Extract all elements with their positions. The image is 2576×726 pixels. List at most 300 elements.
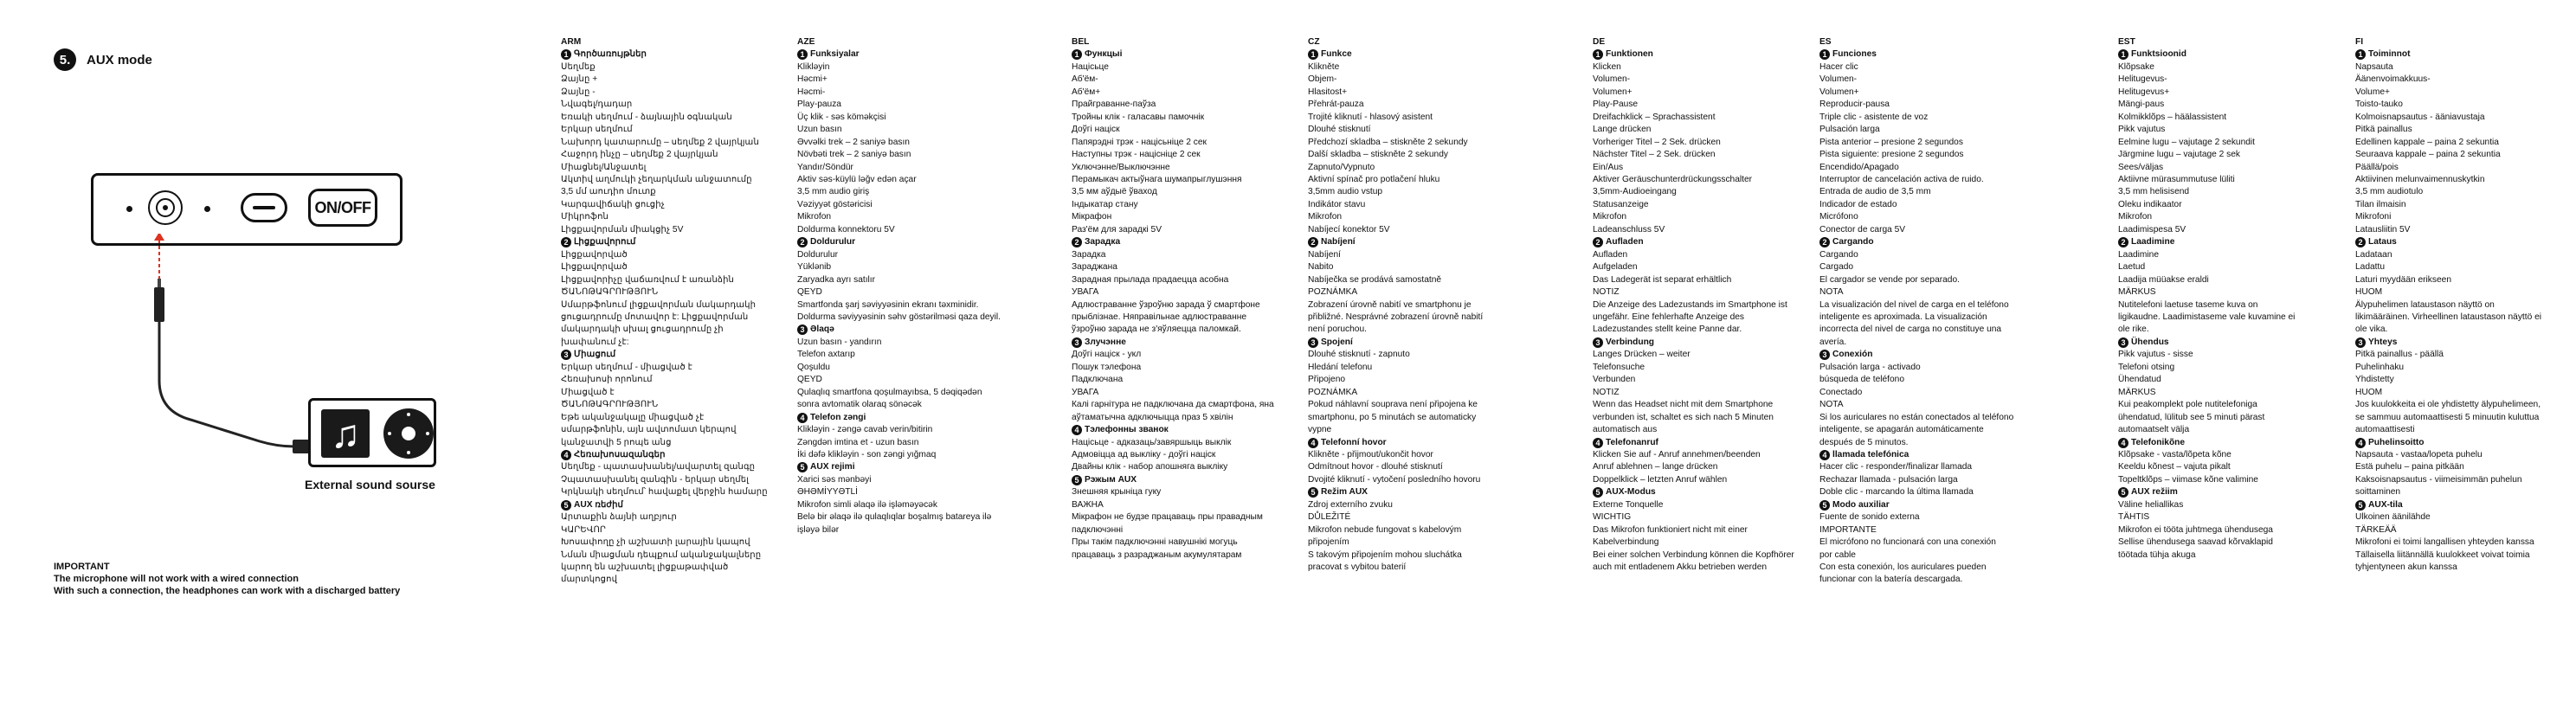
instruction-line: pracovat s vybitou baterií [1308, 562, 1407, 573]
instruction-line: Зарадка [1072, 249, 1106, 260]
subsection-heading [561, 236, 768, 248]
subsection-heading [1819, 499, 2013, 511]
instruction-line: Dvojité kliknutí - vytočení posledního hovoru [1308, 474, 1481, 485]
instruction-line: Doppelklick – letzten Anruf wählen [1593, 474, 1728, 485]
instruction-line: ole rike. [2118, 324, 2149, 335]
instruction-line: 3,5 mm audio giriş [797, 187, 870, 197]
instruction-line: QEYD [797, 287, 822, 298]
subsection-heading [1308, 486, 1483, 498]
step-number-icon: 5 [1072, 475, 1082, 485]
subsection-heading [2118, 236, 2295, 248]
instruction-line: Zobrazení úrovně nabití ve smartphonu je [1308, 299, 1472, 310]
subsection-title: Modo auxiliar [1832, 499, 1890, 510]
instruction-line: Тройны клік - галасавы памочнік [1072, 112, 1205, 122]
instruction-line: Keeldu kõnest – vajuta pikalt [2118, 462, 2231, 472]
section-number: 5. [54, 48, 76, 71]
instruction-line: Ühendatud [2118, 375, 2161, 385]
instruction-line: Volumen+ [1593, 87, 1633, 97]
step-number-icon: 2 [797, 237, 808, 247]
column-aze [797, 36, 1001, 536]
instruction-line: Аб'ём+ [1072, 87, 1101, 97]
instruction-line: Mikrofon nebude fungovat s kabelovým [1308, 524, 1462, 535]
instruction-line: սմարթֆոնին, այն ավտոմատ կերպով [561, 425, 737, 435]
instruction-line: Зараджана [1072, 262, 1117, 273]
instruction-line: Аб'ём- [1072, 74, 1098, 85]
instruction-line: Aufladen [1593, 249, 1628, 260]
step-number-icon: 5 [1819, 500, 1830, 511]
instruction-line: HUOM [2355, 387, 2383, 397]
instruction-line: մակարդակի սխալ ցուցադրումը չի [561, 324, 724, 335]
instruction-line: Päällä/pois [2355, 162, 2399, 172]
instruction-line: Націсьце - адказаць/завяршыць выклік [1072, 437, 1232, 447]
instruction-line: por cable [1819, 549, 1856, 560]
instruction-line: Kabelverbindung [1593, 537, 1659, 548]
subsection-heading [561, 48, 768, 61]
instruction-line: Qulaqlıq smartfona qoşulmayıbsa, 5 dəqiqədən [797, 387, 982, 397]
column-arm [561, 36, 768, 587]
subsection-heading [797, 236, 1001, 248]
subsection-heading [2355, 499, 2541, 511]
instruction-line: Перамыкач актыўнага шумапрыглушэння [1072, 174, 1242, 184]
instruction-line: Адлюстраванне ўзроўню зарада ў смартфоне [1072, 299, 1260, 310]
instruction-line: Націсьце [1072, 61, 1109, 72]
subsection-heading [797, 461, 1001, 473]
instruction-line: Ladattu [2355, 262, 2385, 273]
instruction-line: Indicador de estado [1819, 199, 1897, 209]
instruction-line: 3,5mm audio vstup [1308, 187, 1383, 197]
instruction-line: Пошук тэлефона [1072, 362, 1142, 372]
instruction-line: Wenn das Headset nicht mit dem Smartphone [1593, 400, 1774, 410]
instruction-line: Zaryadka ayrı satılır [797, 274, 876, 285]
instruction-line: Mikrofon ei tööta juhtmega ühendusega [2118, 524, 2273, 535]
noise-cancel-switch [241, 193, 287, 222]
subsection-title: Aufladen [1606, 237, 1644, 247]
subsection-heading [797, 324, 1001, 336]
instruction-line: Կրկնակի սեղմում՝ հավաքել վերջին համարը [561, 487, 768, 498]
instruction-line: Pitkä painallus - päällä [2355, 350, 2444, 360]
external-music-player-icon [308, 398, 436, 467]
instruction-line: Սմարթֆոնում լիցքավորման մակարդակի [561, 299, 757, 310]
subsection-title: Գործառույթներ [574, 49, 647, 60]
instruction-line: УВАГА [1072, 387, 1099, 397]
instruction-line: Zdroj externího zvuku [1308, 499, 1393, 510]
step-number-icon: 1 [1593, 49, 1603, 60]
subsection-title: Spojení [1321, 337, 1353, 347]
instruction-line: MÄRKUS [2118, 287, 2156, 298]
instruction-line: Ձայնը - [561, 87, 596, 97]
instruction-line: soittaminen [2355, 487, 2401, 498]
instruction-line: Доўгі націск - укл [1072, 350, 1142, 360]
instruction-line: Statusanzeige [1593, 199, 1649, 209]
instruction-line: likimääräinen. Virheellinen lataustason näyttö ei [2355, 312, 2542, 322]
language-code: AZE [797, 37, 815, 47]
instruction-line: Адмовіцца ад выкліку - доўгі націск [1072, 449, 1216, 459]
instruction-line: Järgmine lugu – vajutage 2 sek [2118, 150, 2241, 160]
instruction-line: Aktiivne mürasummutuse lüliti [2118, 174, 2235, 184]
instruction-line: automaattisesti [2355, 425, 2415, 435]
instruction-line: Խոսափողը չի աշխատի լարային կապով [561, 537, 750, 548]
instruction-line: Entrada de audio de 3,5 mm [1819, 187, 1931, 197]
instruction-line: Vorheriger Titel – 2 Sek. drücken [1593, 137, 1721, 147]
important-line: With such a connection, the headphones can work with a discharged battery [54, 586, 401, 596]
instruction-line: Երկար սեղմում [561, 125, 633, 135]
subsection-heading [2118, 486, 2295, 498]
instruction-line: падключэнні [1072, 524, 1124, 535]
subsection-title: Тэлефонны званок [1085, 425, 1169, 435]
instruction-line: Չպատասխանել զանգին - երկար սեղմել [561, 474, 749, 485]
instruction-line: přibližné. Nesprávné zobrazení úrovně nabití [1308, 312, 1484, 322]
instruction-line: Bei einer solchen Verbindung können die Kopfhörer [1593, 549, 1794, 560]
instruction-line: TÄHTIS [2118, 512, 2150, 523]
instruction-line: Nabíjení [1308, 249, 1341, 260]
instruction-line: Միացնել/Անջատել [561, 162, 647, 172]
instruction-line: Հաջորդ ինչը – սեղմեք 2 վայրկյան [561, 150, 718, 160]
column-es [1819, 36, 2013, 587]
instruction-line: MÄRKUS [2118, 387, 2156, 397]
instruction-line: Älypuhelimen lataustason näyttö on [2355, 299, 2495, 310]
step-number-icon: 5 [797, 462, 808, 472]
instruction-line: Мікрафон [1072, 212, 1112, 222]
step-number-icon: 1 [1072, 49, 1082, 60]
instruction-line: Падключана [1072, 375, 1124, 385]
instruction-line: není poruchou. [1308, 324, 1367, 335]
column-fi [2355, 36, 2541, 574]
step-number-icon: 3 [561, 350, 571, 360]
instruction-line: Sellise ühendusega saavad kõrvaklapid [2118, 537, 2273, 548]
instruction-line: Das Mikrofon funktioniert nicht mit einer [1593, 524, 1748, 535]
subsection-heading [561, 449, 768, 461]
instruction-line: Pikk vajutus [2118, 125, 2166, 135]
instruction-line: Přehrát-pauza [1308, 100, 1364, 110]
instruction-line: Mikrofon [2118, 212, 2153, 222]
instruction-line: ƏHƏMİYYƏTLİ [797, 487, 858, 498]
instruction-line: Ein/Aus [1593, 162, 1624, 172]
instruction-line: El micrófono no funcionará con una conexión [1819, 537, 1996, 548]
instruction-line: tyhjentyneen akun kanssa [2355, 562, 2457, 573]
subsection-title: Toiminnot [2368, 49, 2411, 60]
instruction-line: Klicken [1593, 61, 1621, 72]
instruction-line: Եռակի սեղմում - ձայնային օգնական [561, 112, 732, 122]
instruction-line: Прайграванне-паўза [1072, 100, 1156, 110]
instruction-line: Pulsación larga [1819, 125, 1880, 135]
instruction-line: Conectado [1819, 387, 1863, 397]
instruction-line: NOTA [1819, 287, 1844, 298]
instruction-line: ԾԱՆՈԹԱԳՐՈՒԹՅՈՒՆ [561, 287, 659, 298]
step-number-icon: 4 [2118, 438, 2128, 448]
instruction-line: Aufgeladen [1593, 262, 1638, 273]
instruction-line: Con esta conexión, los auriculares pueden [1819, 562, 1987, 573]
aux-jack-icon [148, 190, 183, 225]
instruction-line: Cargado [1819, 262, 1854, 273]
instruction-line: Helitugevus+ [2118, 87, 2170, 97]
instruction-line: 3,5 մմ աուդիո մուտք [561, 187, 656, 197]
instruction-line: Ladeanschluss 5V [1593, 224, 1665, 235]
instruction-line: Ակտիվ աղմուկի չեղարկման անջատումը [561, 174, 752, 184]
step-number-icon: 1 [797, 49, 808, 60]
important-title: IMPORTANT [54, 562, 110, 572]
instruction-line: Odmítnout hovor - dlouhé stisknutí [1308, 462, 1443, 472]
instruction-line: Hlasitost+ [1308, 87, 1348, 97]
step-number-icon: 1 [2355, 49, 2366, 60]
instruction-line: Kui peakomplekt pole nutitelefoniga [2118, 400, 2257, 410]
instruction-line: Mikrofon [797, 212, 832, 222]
instruction-line: Fuente de sonido externa [1819, 512, 1920, 523]
subsection-title: Злучэнне [1085, 337, 1126, 347]
instruction-line: Cargando [1819, 249, 1858, 260]
instruction-line: Pitkä painallus [2355, 125, 2412, 135]
subsection-heading [1819, 349, 2013, 361]
instruction-line: Kolmikklõps – häälassistent [2118, 112, 2227, 122]
step-number-icon: 4 [1308, 438, 1318, 448]
instruction-line: 3,5 mm audiotulo [2355, 187, 2424, 197]
instruction-line: ўзроўню зарада не з'яўляецца паломкай. [1072, 324, 1241, 335]
instruction-line: funcionar con la batería descargada. [1819, 575, 1963, 585]
language-code: ES [1819, 37, 1832, 47]
instruction-line: Smartfonda şarj səviyyəsinin ekranı təxminidir. [797, 299, 979, 310]
instruction-line: Mikrofon [1593, 212, 1627, 222]
instruction-line: Objem- [1308, 74, 1337, 85]
instruction-line: Verbunden [1593, 375, 1636, 385]
instruction-line: Üç klik - səs köməkçisi [797, 112, 886, 122]
instruction-line: Ulkoinen äänilähde [2355, 512, 2431, 523]
subsection-title: Telefonanruf [1606, 437, 1658, 447]
step-number-icon: 4 [1819, 450, 1830, 460]
instruction-line: Mikrofoni ei toimi langallisen yhteyden kanssa [2355, 537, 2534, 548]
step-number-icon: 3 [2118, 337, 2128, 348]
subsection-heading [1593, 337, 1794, 349]
instruction-line: Pokud náhlavní souprava není připojena ke [1308, 400, 1478, 410]
step-number-icon: 1 [2118, 49, 2128, 60]
instruction-line: DŮLEŽITÉ [1308, 512, 1351, 523]
instruction-line: Zəngdən imtina et - uzun basın [797, 437, 919, 447]
instruction-line: Aktiv səs-küylü ləğv edən açar [797, 174, 917, 184]
instruction-line: Das Ladegerät ist separat erhältlich [1593, 274, 1732, 285]
step-number-icon: 4 [797, 413, 808, 423]
instruction-line: IMPORTANTE [1819, 524, 1877, 535]
step-number-icon: 2 [1072, 237, 1082, 247]
instruction-line: S takovým připojením mohou sluchátka [1308, 549, 1462, 560]
instruction-line: Doldurulur [797, 249, 838, 260]
subsection-title: AUX rejimi [810, 462, 855, 472]
column-est [2118, 36, 2295, 562]
subsection-title: AUX režiim [2131, 487, 2178, 498]
language-code: CZ [1308, 37, 1320, 47]
instruction-line: Sees/väljas [2118, 162, 2164, 172]
step-number-icon: 4 [1593, 438, 1603, 448]
instruction-line: ole vika. [2355, 324, 2388, 335]
instruction-line: Уключэнне/Выключэнне [1072, 162, 1170, 172]
subsection-title: Laadimine [2131, 237, 2175, 247]
subsection-title: Функцыі [1085, 49, 1123, 60]
subsection-title: Nabíjení [1321, 237, 1356, 247]
subsection-heading [1308, 437, 1483, 449]
instruction-line: Індыкатар стану [1072, 199, 1138, 209]
instruction-line: inteligente es aproximada. La visualización [1819, 312, 1987, 322]
instruction-line: Puhelinhaku [2355, 362, 2405, 372]
step-number-icon: 4 [1072, 425, 1082, 435]
subsection-heading [2355, 236, 2541, 248]
subsection-title: AUX-tila [2368, 499, 2403, 510]
instruction-line: Die Anzeige des Ladezustands im Smartphone ist [1593, 299, 1787, 310]
subsection-heading [2118, 48, 2295, 61]
instruction-line: Növbəti trek – 2 saniyə basın [797, 150, 911, 160]
instruction-line: NOTIZ [1593, 387, 1620, 397]
instruction-line: Doldurma səviyyəsinin səhv göstərilməsi qaza deyil. [797, 312, 1001, 322]
instruction-line: Uzun basın - yandırın [797, 337, 882, 347]
subsection-heading [1072, 337, 1274, 349]
instruction-line: Yhdistetty [2355, 375, 2394, 385]
subsection-title: Funkce [1321, 49, 1352, 60]
subsection-heading [2355, 337, 2541, 349]
external-source-label: External sound sourse [305, 478, 435, 491]
step-number-icon: 3 [797, 324, 808, 335]
instruction-line: Mikrofoni [2355, 212, 2392, 222]
instruction-line: Nabíjecí konektor 5V [1308, 224, 1390, 235]
subsection-heading [1308, 236, 1483, 248]
section-header [54, 48, 152, 71]
instruction-line: Tällaisella liitännällä kuulokkeet voivat toimia [2355, 549, 2530, 560]
column-de [1593, 36, 1794, 574]
instruction-line: Napsauta - vastaa/lopeta puhelu [2355, 449, 2483, 459]
instruction-line: připojením [1308, 537, 1349, 548]
instruction-line: Klicken Sie auf - Anruf annehmen/beenden [1593, 449, 1761, 459]
instruction-line: Oleku indikaator [2118, 199, 2182, 209]
language-code: BEL [1072, 37, 1090, 47]
instruction-line: Знешняя крыніца гуку [1072, 487, 1162, 498]
step-number-icon: 3 [1593, 337, 1603, 348]
instruction-line: Väline heliallikas [2118, 499, 2184, 510]
instruction-line: Dlouhé stisknutí - zapnuto [1308, 350, 1410, 360]
microphone-dot [204, 206, 210, 212]
instruction-line: Anruf ablehnen – lange drücken [1593, 462, 1718, 472]
instruction-line: ungefähr. Eine fehlerhafte Anzeige des [1593, 312, 1745, 322]
step-number-icon: 4 [561, 450, 571, 460]
aux-cable-icon [121, 234, 329, 476]
instruction-line: Volumen+ [1819, 87, 1859, 97]
instruction-line: Լիցքավորված [561, 249, 628, 260]
subsection-heading [2118, 337, 2295, 349]
instruction-line: Äänenvoimakkuus- [2355, 74, 2431, 85]
subsection-heading [1593, 236, 1794, 248]
instruction-line: Միացված է [561, 387, 615, 397]
instruction-line: vypne [1308, 425, 1332, 435]
instruction-line: Зарадная прылада прадаецца асобна [1072, 274, 1229, 285]
instruction-line: Aktiivinen melunvaimennuskytkin [2355, 174, 2485, 184]
instruction-line: Telefonsuche [1593, 362, 1645, 372]
instruction-line: El cargador se vende por separado. [1819, 274, 1960, 285]
subsection-title: Doldurulur [810, 237, 856, 247]
instruction-line: Klõpsake [2118, 61, 2154, 72]
instruction-line: Qoşuldu [797, 362, 830, 372]
subsection-heading [1072, 236, 1274, 248]
instruction-line: Լիցքավորիչը վաճառվում է առանձին [561, 274, 735, 285]
instruction-line: Play-Pause [1593, 100, 1639, 110]
instruction-line: 3,5mm-Audioeingang [1593, 187, 1677, 197]
step-number-icon: 3 [1308, 337, 1318, 348]
subsection-title: Yhteys [2368, 337, 2398, 347]
subsection-title: AUX ռեժիմ [574, 499, 624, 510]
step-number-icon: 1 [561, 49, 571, 60]
instruction-line: Kaksoisnapsautus - viimeisimmän puhelun [2355, 474, 2522, 485]
instruction-line: ВАЖНА [1072, 499, 1104, 510]
column-cz [1308, 36, 1483, 574]
instruction-line: Klikləyin - zəngə cavab verin/bitirin [797, 425, 933, 435]
instruction-line: Předchozí skladba – stiskněte 2 sekundy [1308, 137, 1468, 147]
step-number-icon: 3 [2355, 337, 2366, 348]
step-number-icon: 2 [1819, 237, 1830, 247]
instruction-line: կարող են աշխատել լիցքաթափված [561, 562, 729, 573]
instruction-line: Si los auriculares no están conectados al teléfono [1819, 412, 2014, 422]
subsection-heading [797, 412, 1001, 424]
instruction-line: Belə bir əlaqə ilə qulaqlıqlar boşalmış batareya ilə [797, 512, 992, 523]
instruction-line: Ձայնը + [561, 74, 598, 85]
instruction-line: Další skladba – stiskněte 2 sekundy [1308, 150, 1448, 160]
subsection-heading [2355, 48, 2541, 61]
subsection-title: Telefonikõne [2131, 437, 2186, 447]
instruction-line: QEYD [797, 375, 822, 385]
instruction-line: Միկրոֆոն [561, 212, 609, 222]
instruction-line: УВАГА [1072, 287, 1099, 298]
instruction-line: Mängi-paus [2118, 100, 2165, 110]
step-number-icon: 1 [1819, 49, 1830, 60]
instruction-line: töötada tühja akuga [2118, 549, 2196, 560]
instruction-line: WICHTIG [1593, 512, 1632, 523]
subsection-title: Telefon zəngi [810, 412, 866, 422]
subsection-heading [1819, 449, 2013, 461]
instruction-line: Yandır/Söndür [797, 162, 853, 172]
instruction-line: automaatselt välja [2118, 425, 2190, 435]
instruction-line: Mikrofon [1308, 212, 1343, 222]
subsection-heading [1593, 437, 1794, 449]
instruction-line: Hacer clic - responder/finalizar llamada [1819, 462, 1973, 472]
instruction-line: Aktiver Geräuschunterdrückungsschalter [1593, 174, 1753, 184]
subsection-title: Funciones [1832, 49, 1877, 60]
instruction-line: Hacer clic [1819, 61, 1858, 72]
instruction-line: ԿԱՐԵՎՈՐ [561, 524, 606, 535]
instruction-line: Lange drücken [1593, 125, 1652, 135]
subsection-title: Լիցքավորում [574, 237, 636, 247]
instruction-line: Արտաքին ձայնի աղբյուր [561, 512, 677, 523]
instruction-line: Uzun basın [797, 125, 842, 135]
instruction-line: NOTA [1819, 400, 1844, 410]
subsection-title: Režim AUX [1321, 487, 1368, 498]
instruction-line: POZNÁMKA [1308, 287, 1358, 298]
instruction-line: 3,5 мм аўдыё ўваход [1072, 187, 1157, 197]
subsection-title: Lataus [2368, 237, 2397, 247]
instruction-line: կանջատվի 5 րոպե անց [561, 437, 672, 447]
instruction-line: se sammuu automaattisesti 5 minuutin kuluttua [2355, 412, 2540, 422]
instruction-line: Двайны клік - набор апошняга выкліку [1072, 462, 1228, 472]
subsection-heading [1819, 236, 2013, 248]
instruction-line: Նախորդ կատարումը – սեղմեք 2 վայրկյան [561, 137, 759, 147]
instruction-line: Мікрафон не будзе працаваць пры правадным [1072, 512, 1263, 523]
instruction-line: Latausliitin 5V [2355, 224, 2411, 235]
step-number-icon: 2 [1593, 237, 1603, 247]
subsection-heading [1072, 474, 1274, 486]
subsection-heading [1308, 337, 1483, 349]
instruction-line: Laetud [2118, 262, 2146, 273]
instruction-line: Nutitelefoni laetuse taseme kuva on [2118, 299, 2258, 310]
subsection-title: Conexión [1832, 350, 1873, 360]
instruction-line: Tilan ilmaisin [2355, 199, 2406, 209]
instruction-line: Mikrofon simli əlaqə ilə işləməyəcək [797, 499, 937, 510]
instruction-line: Triple clic - asistente de voz [1819, 112, 1929, 122]
language-code: EST [2118, 37, 2135, 47]
instruction-line: Եթե ականջակալը միացված չէ [561, 412, 705, 422]
instruction-line: Ladataan [2355, 249, 2392, 260]
instruction-line: Aktivní spínač pro potlačení hluku [1308, 174, 1440, 184]
instruction-line: La visualización del nivel de carga en el teléfono [1819, 299, 2009, 310]
